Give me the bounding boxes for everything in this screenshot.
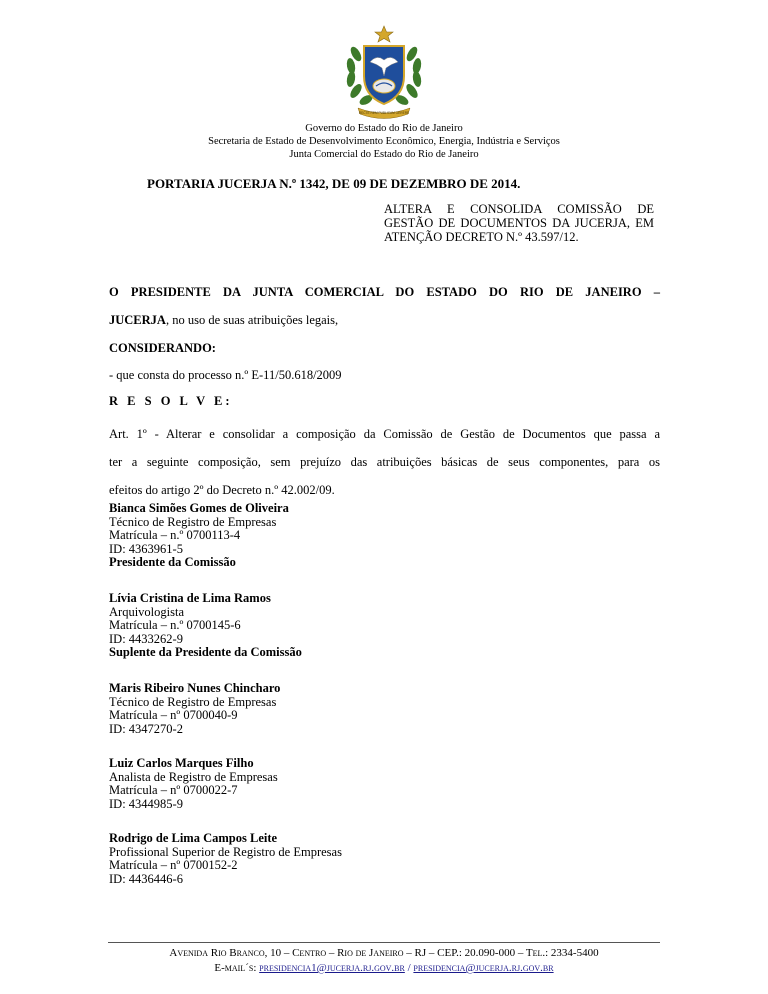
member-id: ID: 4347270-2 <box>109 721 183 736</box>
email-link-presidencia[interactable]: presidencia@jucerja.rj.gov.br <box>413 962 554 974</box>
member-block <box>109 502 509 570</box>
member-matricula: Matrícula – nº 0700022-7 <box>109 783 238 797</box>
footer-email-label: E-mail´s: <box>214 962 260 974</box>
preamble-line-1: O PRESIDENTE DA JUNTA COMERCIAL DO ESTADO DO RIO DE JANEIRO – <box>109 285 660 299</box>
member-position: Profissional Superior de Registro de Empresas <box>109 844 342 859</box>
member-id: ID: 4344985-9 <box>109 796 183 811</box>
member-position: Técnico de Registro de Empresas <box>109 694 277 709</box>
article-line-2: ter a seguinte composição, sem prejuízo das atribuições básicas de seus componentes, para os <box>109 455 660 469</box>
member-block <box>109 682 509 736</box>
preamble-rest: , no uso de suas atribuições legais, <box>165 313 339 327</box>
article-line-1: Art. 1º - Alterar e consolidar a composição da Comissão de Gestão de Documentos que passa a <box>109 427 660 441</box>
member-matricula: Matrícula – n.º 0700113-4 <box>109 528 241 542</box>
member-id: ID: 4436446-6 <box>109 871 183 886</box>
member-id: ID: 4433262-9 <box>109 631 183 646</box>
member-matricula: Matrícula – n.º 0700145-6 <box>109 618 241 632</box>
member-block <box>109 832 509 886</box>
header-line-3: Junta Comercial do Estado do Rio de Janeiro <box>289 149 479 160</box>
member-position: Analista de Registro de Empresas <box>109 769 278 784</box>
footer-emails <box>0 961 768 975</box>
rio-de-janeiro-coat-of-arms-icon <box>336 24 432 120</box>
member-id: ID: 4363961-5 <box>109 541 183 556</box>
footer-divider <box>108 942 660 943</box>
member-name: Maris Ribeiro Nunes Chincharo <box>109 681 281 695</box>
member-matricula: Matrícula – nº 0700040-9 <box>109 708 238 722</box>
member-name: Luiz Carlos Marques Filho <box>109 756 254 770</box>
considerando-item: - que consta do processo n.º E-11/50.618/2009 <box>109 368 342 382</box>
seal-motto: RECTE REM PUBLICAM GERERE <box>358 111 410 115</box>
footer-address: Avenida Rio Branco, 10 – Centro – Rio de Janeiro – RJ – CEP.: 20.090-000 – Tel.: 2334-5400 <box>169 947 599 959</box>
member-block <box>109 592 509 660</box>
member-position: Arquivologista <box>109 604 184 619</box>
article-line-3: efeitos do artigo 2º do Decreto n.º 42.002/09. <box>109 483 335 497</box>
resolve-heading: R E S O L V E: <box>109 394 233 408</box>
member-name: Rodrigo de Lima Campos Leite <box>109 831 278 845</box>
government-header <box>0 122 768 161</box>
member-matricula: Matrícula – nº 0700152-2 <box>109 858 238 872</box>
member-role: Suplente da Presidente da Comissão <box>109 645 302 659</box>
ementa: ALTERA E CONSOLIDA COMISSÃO DE GESTÃO DE DOCUMENTOS DA JUCERJA, EM ATENÇÃO DECRETO N.º 43.597/12. <box>384 202 654 244</box>
member-position: Técnico de Registro de Empresas <box>109 514 277 529</box>
footer-email-separator: / <box>404 962 414 974</box>
article-1 <box>109 420 660 504</box>
considerando-heading: CONSIDERANDO: <box>109 341 216 355</box>
header-line-1: Governo do Estado do Rio de Janeiro <box>305 123 463 134</box>
member-block <box>109 757 509 811</box>
member-name: Lívia Cristina de Lima Ramos <box>109 591 271 605</box>
email-link-presidencia1[interactable]: presidencia1@jucerja.rj.gov.br <box>259 962 405 974</box>
portaria-title: PORTARIA JUCERJA N.º 1342, DE 09 DE DEZEMBRO DE 2014. <box>147 176 521 191</box>
member-name: Bianca Simões Gomes de Oliveira <box>109 501 289 515</box>
preamble-jucerja: JUCERJA <box>109 313 166 327</box>
preamble <box>109 278 660 334</box>
member-role: Presidente da Comissão <box>109 555 236 569</box>
header-line-2: Secretaria de Estado de Desenvolvimento Econômico, Energia, Indústria e Serviços <box>208 136 560 147</box>
